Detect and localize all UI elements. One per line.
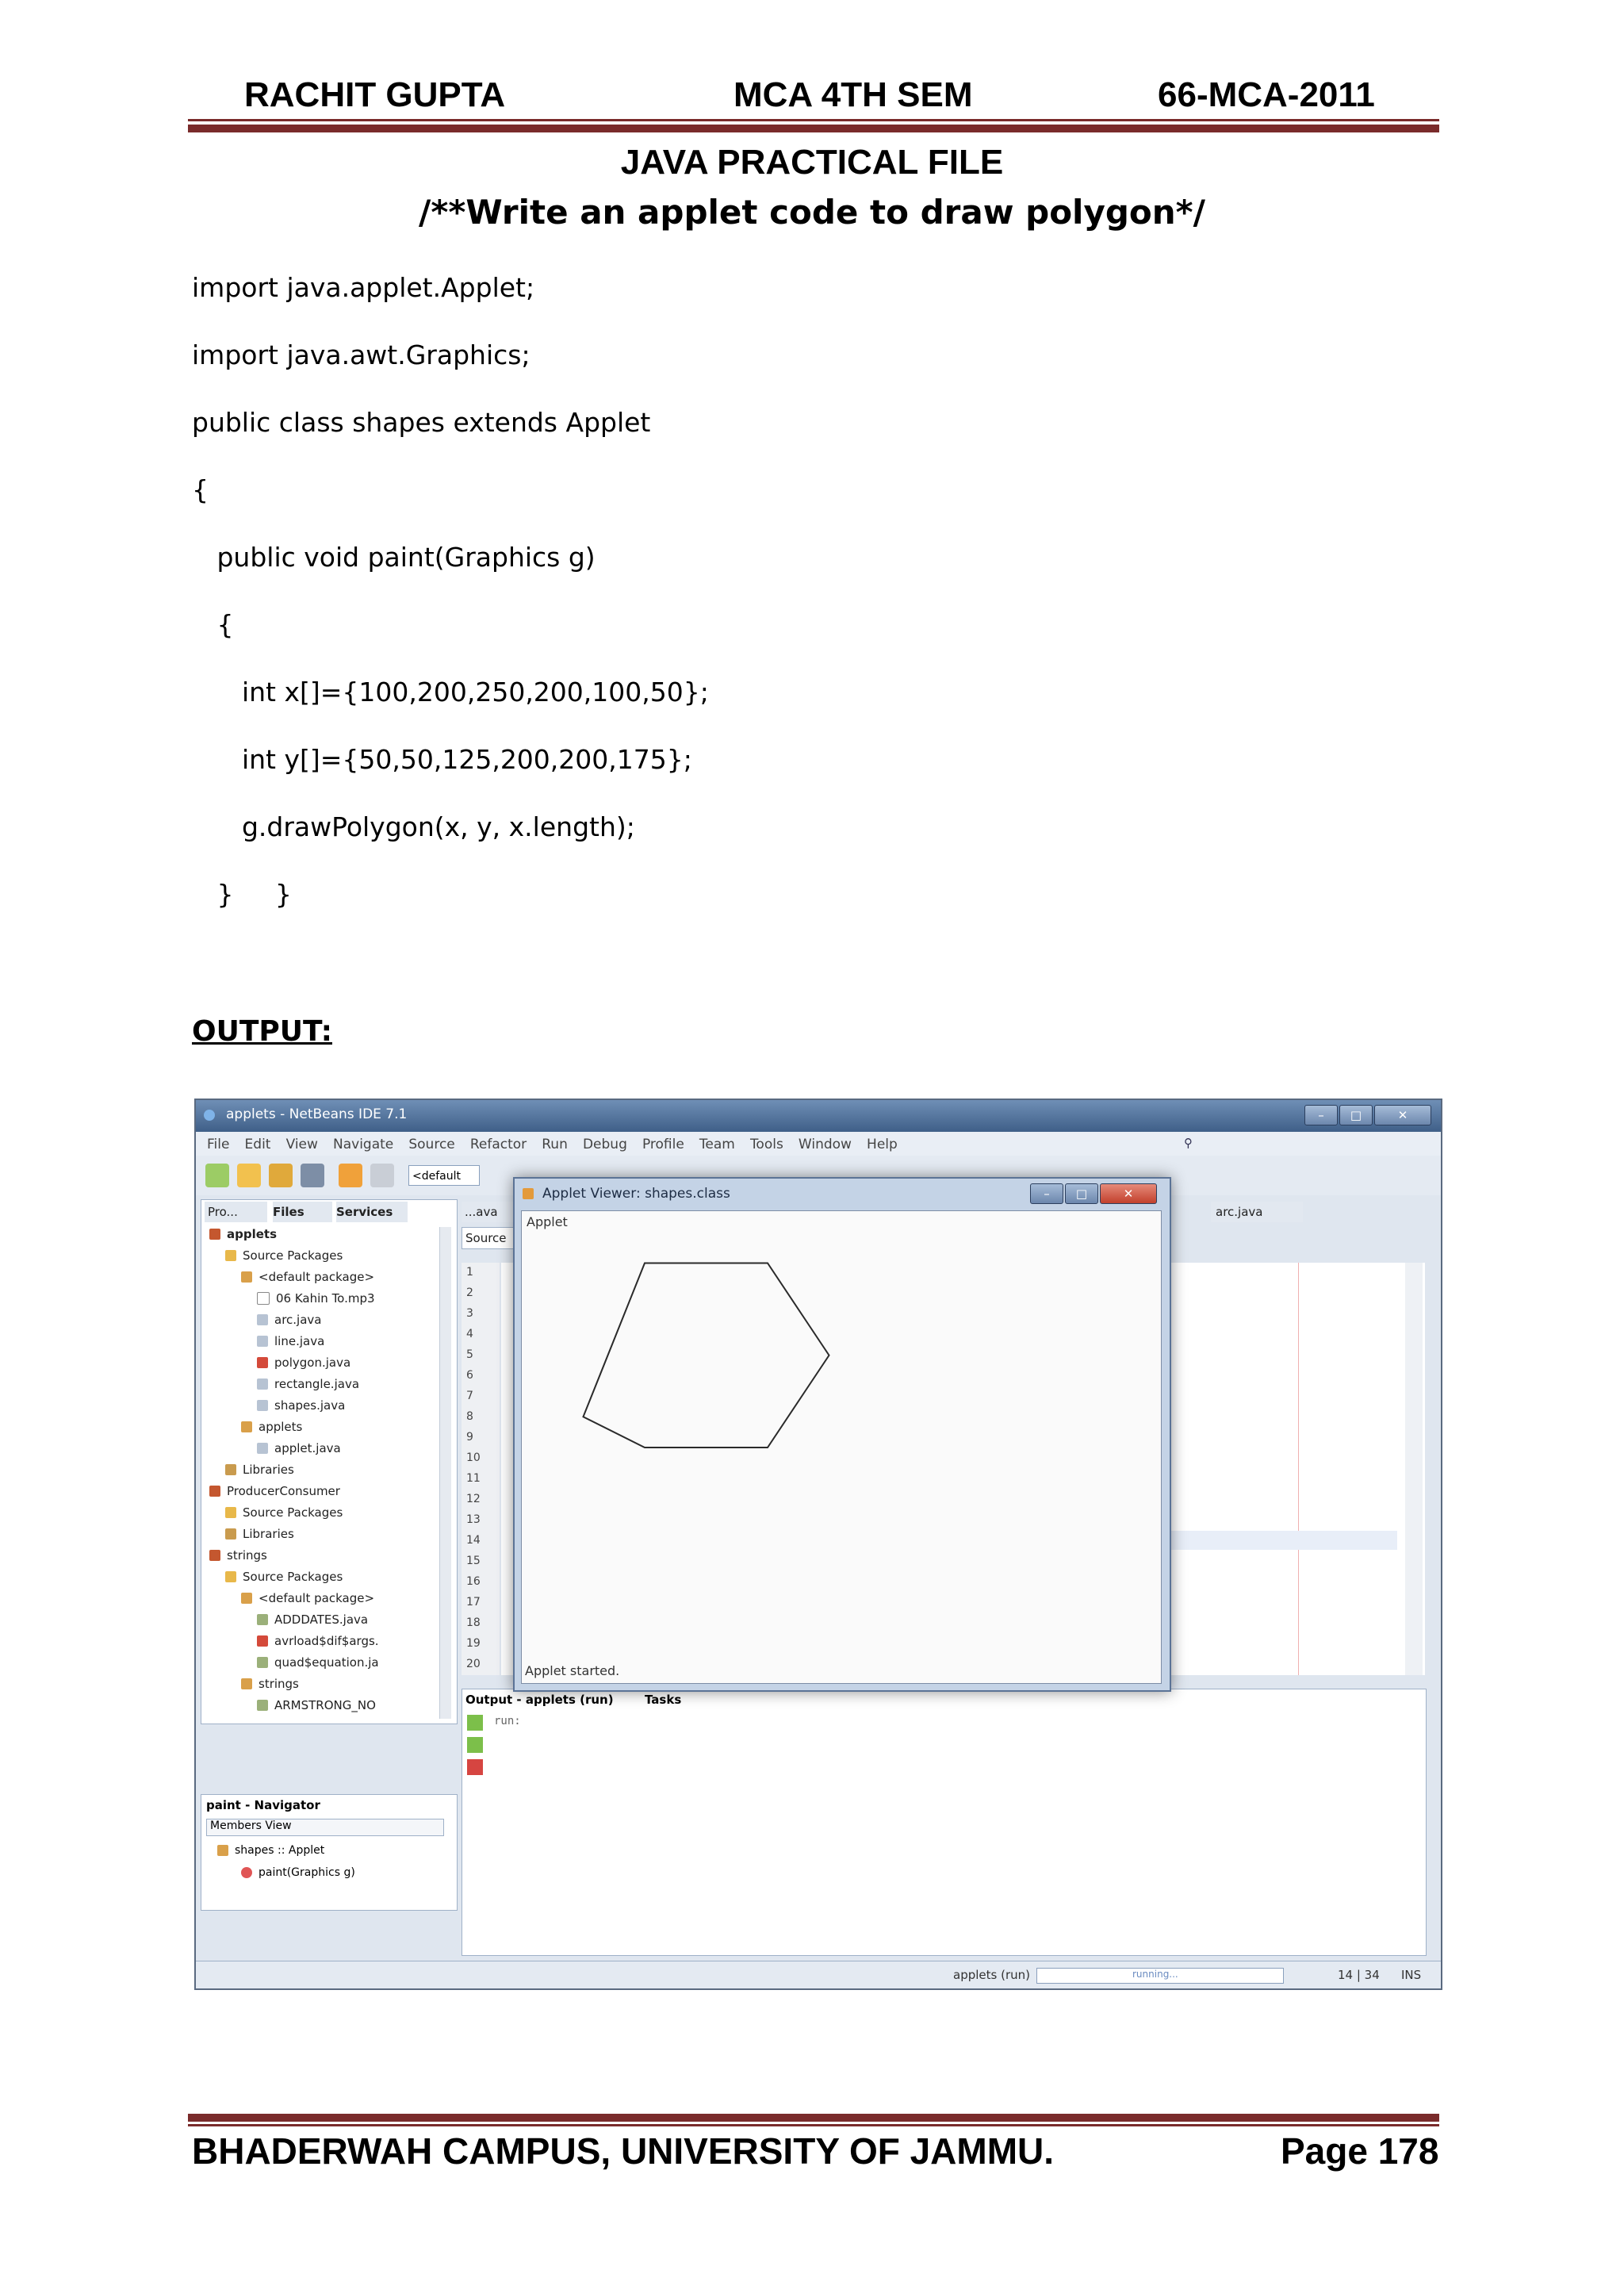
java-main-icon [257,1700,268,1711]
tree-node[interactable] [225,1527,294,1541]
projects-panel [201,1199,458,1724]
output-panel [462,1689,1427,1956]
ide-statusbar [196,1961,1441,1989]
editor-scrollbar[interactable] [1405,1263,1423,1675]
file-icon [257,1292,270,1305]
footer-rule-thin [188,2124,1439,2126]
applet-content [521,1210,1162,1684]
stop-icon[interactable] [467,1759,483,1775]
line-number: 11 [466,1472,481,1485]
tree-node[interactable] [225,1463,294,1477]
code-line: { [192,474,209,505]
tree-node-label: polygon.java [274,1355,351,1370]
line-number: 14 [466,1534,481,1547]
program-heading: /**Write an applet code to draw polygon*/ [419,193,1205,232]
menu-file[interactable]: File [207,1137,230,1152]
tab-services[interactable]: Services [336,1202,408,1222]
code-line: public class shapes extends Applet [192,407,651,438]
new-file-icon[interactable] [205,1164,229,1187]
project-icon [209,1229,220,1240]
page-number: Page 178 [1281,2130,1439,2172]
code-line: import java.awt.Graphics; [192,339,530,370]
code-line: int x[]={100,200,250,200,100,50}; [192,677,709,707]
line-number-gutter [462,1263,500,1675]
menu-window[interactable]: Window [798,1137,852,1152]
tree-node[interactable] [241,1591,374,1605]
close-button[interactable]: ✕ [1374,1105,1431,1125]
minimize-button[interactable]: – [1304,1105,1338,1125]
current-line-highlight [1167,1531,1397,1550]
header-roll-number: 66-MCA-2011 [1158,75,1375,114]
line-number: 5 [466,1348,473,1361]
java-file-icon [257,1400,268,1411]
tree-node[interactable] [241,1677,299,1691]
tree-node[interactable] [209,1227,277,1241]
tree-node-label: Source Packages [243,1570,343,1584]
navigator-class-item[interactable] [217,1844,324,1857]
applet-status: Applet started. [525,1663,620,1678]
library-icon [225,1528,236,1540]
tree-node-label: quad$equation.ja [274,1655,379,1670]
line-number: 16 [466,1575,481,1588]
source-tab[interactable]: Source [462,1227,514,1249]
code-line: g.drawPolygon(x, y, x.length); [192,811,635,842]
project-icon [209,1486,220,1497]
source-packages-icon [225,1507,236,1518]
redo-icon[interactable] [370,1164,394,1187]
java-error-icon [257,1635,268,1647]
tasks-tab[interactable]: Tasks [645,1693,682,1707]
tree-node[interactable] [257,1634,379,1648]
netbeans-icon [204,1110,215,1121]
status-position: 14 | 34 [1338,1968,1380,1982]
applet-minimize-button[interactable]: – [1030,1183,1063,1204]
tree-node[interactable] [257,1398,345,1413]
line-number: 15 [466,1555,481,1567]
package-icon [241,1593,252,1604]
line-number: 10 [466,1451,481,1464]
java-error-icon [257,1357,268,1368]
status-insert-mode: INS [1401,1968,1422,1982]
line-number: 12 [466,1493,481,1505]
menu-help[interactable]: Help [867,1137,898,1152]
header-semester: MCA 4TH SEM [733,75,973,114]
line-number: 4 [466,1328,473,1340]
tree-node-label: Source Packages [243,1505,343,1520]
menu-profile[interactable]: Profile [642,1137,684,1152]
tree-node-label: strings [227,1548,267,1563]
navigator-method-item[interactable] [241,1866,355,1879]
java-file-icon [257,1443,268,1454]
line-number: 18 [466,1616,481,1629]
new-project-icon[interactable] [237,1164,261,1187]
class-icon [217,1845,228,1856]
navigator-panel [201,1794,458,1911]
menu-team[interactable]: Team [699,1137,735,1152]
menu-edit[interactable]: Edit [244,1137,271,1152]
source-packages-icon [225,1571,236,1582]
line-number: 20 [466,1658,481,1670]
tree-node-label: applets [259,1420,303,1434]
progress-bar [1036,1968,1284,1984]
tree-node-label: line.java [274,1334,325,1348]
line-number: 6 [466,1369,473,1382]
tree-node[interactable] [225,1248,343,1263]
project-tree [201,1227,439,1719]
line-number: 9 [466,1431,473,1444]
navigator-title: paint - Navigator [206,1798,320,1812]
tree-node-label: avrload$dif$args. [274,1634,379,1648]
polygon-canvas [522,1233,1161,1662]
tree-node-label: 06 Kahin To.mp3 [276,1291,375,1306]
tree-node-label: applet.java [274,1441,341,1455]
line-number: 3 [466,1307,473,1320]
output-title: Output - applets (run) [465,1693,614,1707]
package-icon [241,1271,252,1283]
tree-node-label: ARMSTRONG_NO [274,1698,376,1712]
menu-debug[interactable]: Debug [582,1137,627,1152]
right-margin-line [1298,1263,1299,1675]
menu-source[interactable]: Source [408,1137,455,1152]
undo-icon[interactable] [339,1164,362,1187]
maximize-button[interactable]: □ [1339,1105,1373,1125]
tree-node-label: ADDDATES.java [274,1612,369,1627]
ide-titlebar [196,1100,1441,1132]
java-file-icon [257,1378,268,1390]
line-number: 1 [466,1266,473,1279]
applet-maximize-button[interactable]: □ [1065,1183,1098,1204]
line-number: 13 [466,1513,481,1526]
tree-node-label: Libraries [243,1463,294,1477]
source-packages-icon [225,1250,236,1261]
tree-node-label: ProducerConsumer [227,1484,340,1498]
line-number: 17 [466,1596,481,1609]
applet-close-button[interactable]: ✕ [1100,1183,1157,1204]
menu-navigate[interactable]: Navigate [333,1137,394,1152]
code-line: } } [192,879,292,910]
status-task: applets (run) [953,1968,1030,1982]
tree-node-label: <default package> [259,1591,375,1605]
footer-rule-thick [188,2114,1439,2122]
tree-node[interactable] [257,1291,375,1306]
search-icon: ⚲ [1184,1136,1193,1150]
menu-view[interactable]: View [285,1137,318,1152]
drawn-polygon [584,1263,829,1448]
open-project-icon[interactable] [269,1164,293,1187]
editor-tab[interactable]: ...ava [462,1202,520,1222]
library-icon [225,1464,236,1475]
members-view-select[interactable]: Members View [206,1819,444,1836]
tree-node-label: Libraries [243,1527,294,1541]
navigator-method-label: paint(Graphics g) [259,1866,355,1879]
tab-files[interactable]: Files [273,1202,332,1222]
code-line: int y[]={50,50,125,200,200,175}; [192,744,692,775]
applet-viewer-window [513,1177,1171,1692]
tree-node[interactable] [257,1612,368,1627]
tree-node[interactable] [257,1355,350,1370]
tree-node[interactable] [241,1270,374,1284]
output-text: run: [494,1715,521,1727]
tree-node[interactable] [257,1655,379,1670]
line-number: 8 [466,1410,473,1423]
progress-text: running... [1132,1969,1178,1980]
tree-node-label: arc.java [274,1313,322,1327]
menu-tools[interactable]: Tools [749,1137,783,1152]
tree-node[interactable] [225,1570,343,1584]
tree-node[interactable] [257,1313,321,1327]
tree-node-label: Source Packages [243,1248,343,1263]
netbeans-screenshot [194,1099,1442,1990]
line-number: 7 [466,1390,473,1402]
tree-node[interactable] [257,1377,359,1391]
applet-menu[interactable]: Applet [527,1214,568,1229]
tree-node[interactable] [257,1698,376,1712]
tree-scrollbar[interactable] [439,1227,451,1719]
output-label: OUTPUT: [192,1015,332,1048]
ide-menubar [196,1132,1441,1156]
configuration-combo[interactable]: <default [408,1165,480,1186]
java-main-icon [257,1657,268,1668]
menu-run[interactable]: Run [542,1137,568,1152]
line-number: 19 [466,1637,481,1650]
tree-node-label: rectangle.java [274,1377,360,1391]
tree-node[interactable] [209,1484,340,1498]
header-author: RACHIT GUPTA [244,75,506,114]
package-icon [241,1678,252,1689]
tree-node[interactable] [209,1548,267,1563]
tree-node[interactable] [257,1334,324,1348]
code-line: import java.applet.Applet; [192,272,535,303]
tree-node-label: applets [227,1227,278,1241]
tree-node[interactable] [225,1505,343,1520]
header-rule-thin [188,119,1439,121]
code-line: { [192,609,234,640]
package-icon [241,1421,252,1432]
method-icon [241,1867,252,1878]
tree-node[interactable] [241,1420,302,1434]
java-cup-icon [523,1188,534,1199]
document-title: JAVA PRACTICAL FILE [620,143,1004,182]
menu-refactor[interactable]: Refactor [469,1137,527,1152]
tree-node-label: shapes.java [274,1398,346,1413]
tree-node-label: strings [259,1677,299,1691]
header-rule-thick [188,125,1439,132]
tree-node[interactable] [257,1441,341,1455]
tab-projects[interactable]: Pro... [205,1202,267,1222]
project-icon [209,1550,220,1561]
line-number: 2 [466,1286,473,1299]
navigator-class-label: shapes :: Applet [235,1844,325,1857]
java-file-icon [257,1336,268,1347]
tree-node-label: <default package> [259,1270,375,1284]
save-all-icon[interactable] [301,1164,324,1187]
ide-window-title: applets - NetBeans IDE 7.1 [226,1106,408,1122]
arc-java-tab[interactable]: arc.java [1211,1202,1303,1222]
applet-viewer-title: Applet Viewer: shapes.class [542,1186,730,1202]
java-file-icon [257,1314,268,1325]
run-again-icon[interactable] [467,1715,483,1731]
footer-institution: BHADERWAH CAMPUS, UNIVERSITY OF JAMMU. [192,2130,1055,2172]
rerun-icon[interactable] [467,1737,483,1753]
code-line: public void paint(Graphics g) [192,542,596,573]
java-main-icon [257,1614,268,1625]
